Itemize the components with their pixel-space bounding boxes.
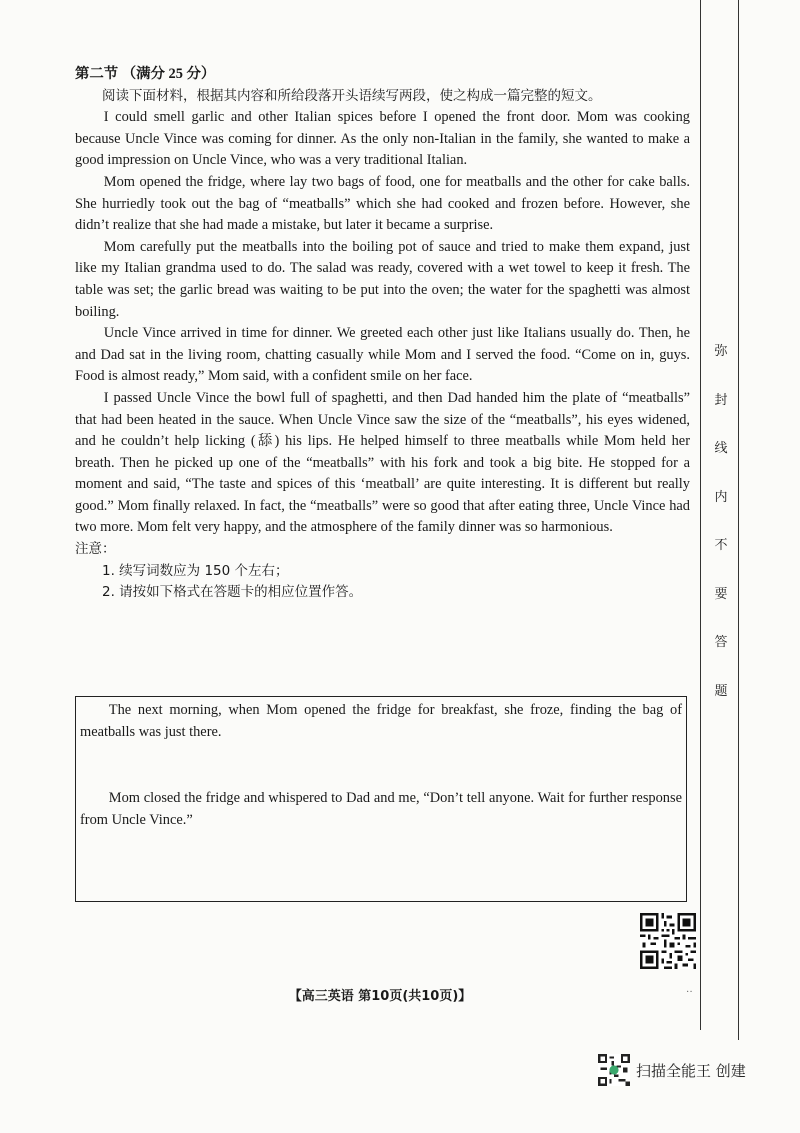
answer-opening-1: The next morning, when Mom opened the fridge for breakfast, she froze, finding the bag of meatballs was just there.	[80, 702, 682, 740]
story-paragraph-5: I passed Uncle Vince the bowl full of spaghetti, and then Dad handed him the plate of “meatballs” that had been heated in the sauce. When Uncle Vince saw the size of the “meatballs”, his eyes widened, and he couldn’t help licking (舔) his lips. He helped himself to three meatballs while Mom held her breath. Then he picked up one of the “meatballs” with his fork and took a big bite. He stopped for a moment and said, “The taste and spices of this ‘meatball’ are quite interesting. It is different but really good.” Mom finally relaxed. In fact, the “meatballs” were so good that after eating three, Uncle Vince had two more. Mom felt very happy, and the atmosphere of the family dinner was so harmonious.	[75, 389, 690, 536]
story-paragraph-1: I could smell garlic and other Italian spices before I opened the front door. Mom was cooking because Uncle Vince was coming for dinner. As the only non-Italian in the family, she wanted to make a good impression on Uncle Vince, who was a very traditional Italian.	[75, 109, 690, 169]
notes-title: 注意：	[75, 541, 116, 558]
seal-char: 内	[714, 489, 728, 505]
seal-char: 不	[714, 538, 728, 553]
story-paragraph-4: Uncle Vince arrived in time for dinner. We greeted each other just like Italians usually do. Then, he and Dad sat in the living room, chatting casually while Mom and I served the food. “Come on in, guys. Food is almost ready,” Mom said, with a confident smile on her face.	[75, 325, 690, 385]
question-content	[75, 64, 690, 604]
seal-char: 要	[714, 586, 728, 602]
scanner-watermark	[598, 1052, 746, 1088]
section-instruction: 阅读下面材料，根据其内容和所给段落开头语续写两段，使之构成一篇完整的短文。	[102, 87, 602, 104]
note-item-1: 1. 续写词数应为 150 个左右；	[102, 562, 289, 579]
seal-line-notice	[708, 342, 734, 730]
seal-char: 答	[714, 635, 728, 650]
note-item-2: 2. 请按如下格式在答题卡的相应位置作答。	[102, 584, 363, 601]
seal-char: 弥	[714, 344, 728, 359]
page-footer: 【高三英语 第10页(共10页)】	[288, 989, 472, 1004]
section-heading: 第二节 （满分 25 分）	[75, 66, 216, 82]
answer-box	[75, 696, 687, 902]
scanner-logo-icon	[598, 1054, 630, 1086]
seal-char: 线	[714, 441, 728, 456]
binding-line-outer	[738, 0, 739, 1040]
seal-char: 封	[714, 392, 728, 408]
footer-dots: ··	[686, 987, 693, 998]
binding-line-inner	[700, 0, 701, 1030]
story-paragraph-2: Mom opened the fridge, where lay two bags of food, one for meatballs and the other for cake balls. She hurriedly took out the bag of “meatballs” which she had cooked and frozen before. However, she didn’t realize that she had made a mistake, but later it became a surprise.	[75, 173, 690, 234]
story-paragraph-3: Mom carefully put the meatballs into the boiling pot of sauce and tried to make them expand, just like my Italian grandma used to do. The salad was ready, covered with a wet towel to keep it fresh. The table was set; the garlic bread was waiting to be put into the oven; the water for the spaghetti was almost boiling.	[75, 238, 690, 320]
qr-code-icon	[640, 913, 696, 969]
answer-opening-2: Mom closed the fridge and whispered to Dad and me, “Don’t tell anyone. Wait for further response from Uncle Vince.”	[80, 790, 682, 828]
watermark-text: 扫描全能王 创建	[636, 1061, 746, 1080]
seal-char: 题	[714, 683, 728, 699]
